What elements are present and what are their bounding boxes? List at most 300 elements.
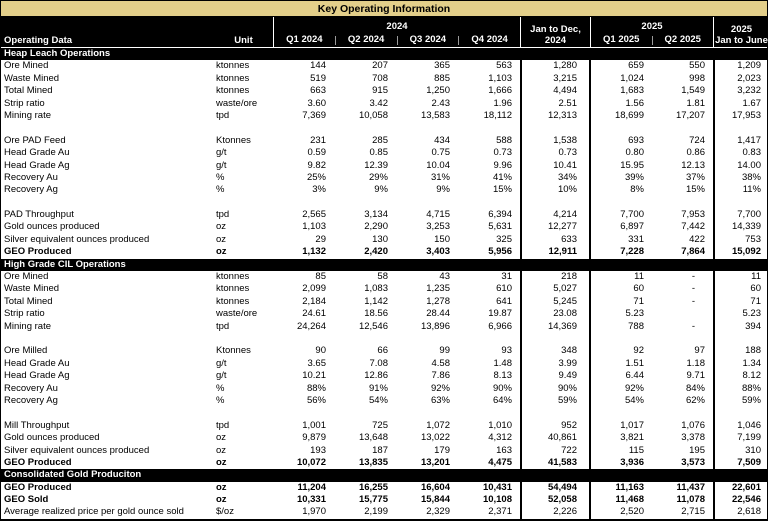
- cell-jan-to-june-2025: 11%: [713, 184, 768, 196]
- cell-q2-2025: -: [691, 271, 695, 283]
- cell-jan-to-dec-2024: 54,494: [520, 482, 591, 494]
- table-row: [1, 271, 767, 283]
- cell-q1-2024: 1,103: [302, 221, 326, 233]
- cell-q1-2025: [591, 333, 652, 345]
- cell-q3-2024: 2.43: [431, 97, 450, 109]
- cell-q4-2024: 41%: [492, 171, 512, 183]
- row-unit: ktonnes: [216, 60, 250, 72]
- unit-label: Unit: [234, 35, 253, 46]
- cell-jan-to-june-2025: 14.00: [713, 160, 768, 172]
- row-label: Silver equivalent ounces produced: [4, 444, 150, 456]
- row-unit: Ktonnes: [216, 345, 251, 357]
- cell-jan-to-dec-2024: 34%: [520, 172, 591, 184]
- row-label: Head Grade Au: [4, 357, 70, 369]
- column-group-2025: [591, 17, 713, 47]
- cell-q4-2024: [458, 122, 520, 134]
- cell-q2-2025: 62%: [685, 394, 705, 406]
- cell-q3-2024: 92%: [430, 382, 450, 394]
- cell-q1-2024: 9,879: [302, 432, 326, 444]
- cell-q1-2024: 1,001: [302, 419, 326, 431]
- cell-q2-2024: 54%: [368, 394, 388, 406]
- cell-q2-2025: -: [691, 320, 695, 332]
- cell-jan-to-june-2025: 22,546: [713, 494, 768, 506]
- row-unit: oz: [216, 233, 227, 245]
- cell-q1-2024: 56%: [306, 394, 326, 406]
- row-unit: %: [216, 394, 225, 406]
- cell-q3-2024: 13,583: [420, 109, 450, 121]
- cell-jan-to-june-2025: 5.23: [713, 308, 768, 320]
- row-unit: g/t: [216, 370, 227, 382]
- cell-q1-2025: 11,163: [615, 481, 644, 493]
- cell-q4-2024: [458, 333, 520, 345]
- cell-q1-2024: 1,970: [302, 506, 326, 518]
- cell-q3-2024: 0.75: [431, 147, 450, 159]
- cell-q1-2025: 18,699: [614, 109, 644, 121]
- cell-q1-2025: 1,024: [620, 72, 644, 84]
- table-row: [1, 345, 767, 357]
- cell-jan-to-june-2025: [713, 333, 768, 345]
- section-header: High Grade CIL Operations: [1, 259, 767, 271]
- cell-q2-2025: 11,078: [676, 494, 705, 506]
- cell-q4-2024: 1,010: [488, 419, 512, 431]
- row-unit: tpd: [216, 109, 230, 121]
- row-label: Waste Mined: [4, 72, 60, 84]
- cell-q2-2024: 285: [372, 134, 388, 146]
- table-row: [1, 283, 767, 295]
- cell-q3-2024: 16,604: [420, 481, 450, 493]
- cell-q2-2024: 187: [372, 444, 388, 456]
- row-label: [1, 333, 214, 345]
- cell-q4-2024: 1.96: [493, 97, 512, 109]
- cell-q3-2024: 150: [434, 233, 450, 245]
- cell-q1-2024: 144: [310, 60, 326, 72]
- table-row: [1, 420, 767, 432]
- cell-jan-to-june-2025: 14,339: [713, 221, 768, 233]
- cell-q1-2024: 10,331: [296, 494, 326, 506]
- table-row: [1, 358, 767, 370]
- cell-q2-2024: 725: [372, 419, 388, 431]
- cell-jan-to-june-2025: 7,509: [713, 457, 768, 469]
- cell-jan-to-dec-2024: 2.51: [520, 98, 591, 110]
- table-row: [1, 209, 767, 221]
- cell-q2-2024: 13,648: [358, 432, 388, 444]
- row-unit: g/t: [216, 159, 227, 171]
- cell-q2-2025: 17,207: [675, 109, 705, 121]
- row-label: GEO Sold: [4, 494, 49, 506]
- spacer-row: [1, 333, 767, 345]
- cell-q3-2024: [396, 197, 458, 209]
- cell-q2-2024: [334, 197, 396, 209]
- cell-q1-2025: 54%: [624, 394, 644, 406]
- cell-q2-2024: 7.08: [369, 357, 388, 369]
- row-label: Waste Mined: [4, 283, 60, 295]
- cell-q3-2024: 3,253: [426, 221, 450, 233]
- cell-q4-2024: 4,475: [488, 456, 512, 468]
- cell-q2-2024: 130: [372, 233, 388, 245]
- group-2024-label: 2024: [386, 21, 408, 32]
- cell-q2-2024: 12.86: [364, 370, 388, 382]
- cell-jan-to-dec-2024: 40,861: [520, 432, 591, 444]
- row-label: Ore PAD Feed: [4, 134, 66, 146]
- column-header-q4-2024: Q4 2024: [471, 34, 508, 45]
- cell-q1-2024: 29: [315, 233, 326, 245]
- table-row: [1, 296, 767, 308]
- cell-jan-to-dec-2024: [520, 197, 591, 209]
- column-header-jan-to-june-2025: [713, 17, 768, 47]
- row-unit: [214, 407, 273, 419]
- cell-q1-2024: 11,204: [297, 481, 326, 493]
- cell-q2-2024: 2,290: [364, 221, 388, 233]
- cell-jan-to-june-2025: 71: [713, 296, 768, 308]
- cell-q4-2024: 4,312: [488, 432, 512, 444]
- row-unit: [214, 197, 273, 209]
- cell-jan-to-dec-2024: 41,583: [520, 457, 591, 469]
- row-label: Head Grade Ag: [4, 370, 70, 382]
- cell-jan-to-dec-2024: 90%: [520, 383, 591, 395]
- row-label: Recovery Au: [4, 171, 58, 183]
- cell-q1-2024: 663: [310, 85, 326, 97]
- cell-q1-2025: 1.51: [625, 357, 644, 369]
- table-row: [1, 457, 767, 469]
- cell-q4-2024: 6,966: [488, 320, 512, 332]
- cell-q1-2024: 25%: [306, 171, 326, 183]
- cell-q3-2024: 4.58: [431, 357, 450, 369]
- cell-jan-to-june-2025: 1.34: [713, 358, 768, 370]
- row-label: Mining rate: [4, 320, 51, 332]
- cell-q2-2025: 11,437: [676, 481, 705, 493]
- cell-jan-to-june-2025: 2,023: [713, 73, 768, 85]
- cell-q4-2024: 19.87: [488, 308, 512, 320]
- cell-q2-2024: 12.39: [364, 159, 388, 171]
- row-unit: %: [216, 382, 225, 394]
- cell-q1-2025: 3,936: [620, 456, 644, 468]
- table-row: [1, 221, 767, 233]
- cell-q4-2024: 641: [496, 295, 512, 307]
- jan-to-june-line2: Jan to June: [715, 35, 768, 46]
- spacer-row: [1, 197, 767, 209]
- cell-q1-2025: 788: [628, 320, 644, 332]
- cell-q1-2025: 6,897: [620, 221, 644, 233]
- cell-q1-2024: 85: [315, 271, 326, 283]
- cell-jan-to-june-2025: 7,700: [713, 209, 768, 221]
- cell-q3-2024: 885: [434, 72, 450, 84]
- cell-q1-2024: 3%: [312, 184, 326, 196]
- cell-q1-2024: 193: [310, 444, 326, 456]
- column-header-jan-to-dec-2024: [520, 17, 591, 47]
- cell-q4-2024: 10,108: [482, 494, 512, 506]
- cell-q3-2024: 1,072: [426, 419, 450, 431]
- cell-q1-2025: 7,700: [620, 209, 644, 221]
- row-label: Recovery Au: [4, 382, 58, 394]
- cell-jan-to-dec-2024: 9.49: [520, 370, 591, 382]
- row-unit: $/oz: [216, 506, 234, 518]
- section-header: Consolidated Gold Produciton: [1, 469, 767, 481]
- cell-q4-2024: 8.13: [493, 370, 512, 382]
- cell-q4-2024: 563: [496, 60, 512, 72]
- row-label: [1, 197, 214, 209]
- table-row: [1, 147, 767, 159]
- cell-q4-2024: 10,431: [482, 481, 512, 493]
- table-row: [1, 110, 767, 122]
- cell-q2-2025: 550: [689, 60, 705, 72]
- quarter-headers-2024: [274, 33, 520, 47]
- cell-q4-2024: 9.96: [493, 159, 512, 171]
- cell-q2-2024: 58: [377, 271, 388, 283]
- cell-q3-2024: 9%: [436, 184, 450, 196]
- cell-q4-2024: 0.73: [493, 147, 512, 159]
- cell-jan-to-june-2025: 1,417: [713, 135, 768, 147]
- row-unit: ktonnes: [216, 283, 250, 295]
- row-label: Recovery Ag: [4, 184, 58, 196]
- cell-q1-2025: 7,228: [620, 246, 644, 258]
- row-label: Head Grade Ag: [4, 159, 70, 171]
- row-label: GEO Produced: [4, 456, 72, 468]
- cell-q4-2024: 6,394: [488, 209, 512, 221]
- row-label: Gold ounces produced: [4, 432, 100, 444]
- table-row: [1, 135, 767, 147]
- cell-q2-2024: [334, 407, 396, 419]
- row-unit: g/t: [216, 357, 227, 369]
- cell-q2-2024: 1,142: [364, 295, 388, 307]
- spacer-row: [1, 122, 767, 134]
- table-row: [1, 445, 767, 457]
- cell-q4-2024: [458, 197, 520, 209]
- operating-data-label: Operating Data: [4, 35, 73, 46]
- row-unit: g/t: [216, 147, 227, 159]
- cell-q3-2024: 434: [434, 134, 450, 146]
- column-group-2024: [273, 17, 520, 47]
- cell-jan-to-dec-2024: 12,277: [520, 221, 591, 233]
- cell-jan-to-dec-2024: 952: [520, 420, 591, 432]
- cell-q1-2025: 2,520: [620, 506, 644, 518]
- row-unit: oz: [216, 456, 227, 468]
- row-label: [1, 407, 214, 419]
- cell-jan-to-june-2025: 1.67: [713, 98, 768, 110]
- cell-jan-to-june-2025: [713, 407, 768, 419]
- cell-jan-to-june-2025: 0.83: [713, 147, 768, 159]
- cell-q4-2024: 5,631: [488, 221, 512, 233]
- cell-q1-2024: 1,132: [302, 246, 326, 258]
- table-row: [1, 184, 767, 196]
- table-row: [1, 172, 767, 184]
- cell-q1-2024: 519: [310, 72, 326, 84]
- cell-q4-2024: 588: [496, 134, 512, 146]
- cell-q4-2024: 93: [501, 345, 512, 357]
- cell-q2-2024: 3,134: [364, 209, 388, 221]
- cell-q4-2024: 5,956: [488, 246, 512, 258]
- cell-q3-2024: 7.86: [431, 370, 450, 382]
- table-header: [1, 17, 767, 48]
- row-unit: oz: [216, 444, 227, 456]
- cell-jan-to-dec-2024: 348: [520, 345, 591, 357]
- cell-jan-to-dec-2024: 52,058: [520, 494, 591, 506]
- cell-jan-to-dec-2024: 1,538: [520, 135, 591, 147]
- cell-q2-2025: [652, 407, 713, 419]
- table-row: [1, 308, 767, 320]
- cell-jan-to-dec-2024: 12,313: [520, 110, 591, 122]
- cell-jan-to-june-2025: 2,618: [713, 506, 768, 518]
- row-label: GEO Produced: [4, 246, 72, 258]
- table-row: [1, 160, 767, 172]
- cell-q1-2024: 2,099: [302, 283, 326, 295]
- table-row: [1, 234, 767, 246]
- cell-q3-2024: 4,715: [426, 209, 450, 221]
- row-unit: oz: [216, 481, 227, 493]
- cell-jan-to-june-2025: 8.12: [713, 370, 768, 382]
- cell-q2-2025: 1.81: [686, 97, 705, 109]
- cell-q3-2024: 10.04: [426, 159, 450, 171]
- cell-q2-2025: 422: [689, 233, 705, 245]
- table-body: [1, 48, 767, 519]
- cell-jan-to-dec-2024: 633: [520, 234, 591, 246]
- row-label: Head Grade Au: [4, 147, 70, 159]
- cell-jan-to-dec-2024: 2,226: [520, 506, 591, 518]
- cell-q4-2024: 163: [496, 444, 512, 456]
- cell-q1-2025: 115: [628, 444, 644, 456]
- cell-q1-2025: 0.80: [625, 147, 644, 159]
- column-header-q1-2024: Q1 2024: [286, 34, 323, 45]
- cell-jan-to-june-2025: [713, 122, 768, 134]
- row-unit: Ktonnes: [216, 134, 251, 146]
- cell-q2-2024: 2,199: [364, 506, 388, 518]
- row-label: Strip ratio: [4, 97, 45, 109]
- cell-jan-to-dec-2024: 218: [520, 271, 591, 283]
- cell-q4-2024: 1,103: [488, 72, 512, 84]
- row-label: Recovery Ag: [4, 394, 58, 406]
- cell-q3-2024: [396, 122, 458, 134]
- cell-jan-to-dec-2024: 722: [520, 445, 591, 457]
- cell-q3-2024: 15,844: [420, 494, 450, 506]
- cell-jan-to-june-2025: 11: [713, 271, 768, 283]
- cell-q4-2024: 31: [501, 271, 512, 283]
- cell-q1-2025: 11: [634, 271, 644, 283]
- cell-q1-2025: [591, 407, 652, 419]
- cell-q2-2025: 1.18: [686, 357, 705, 369]
- cell-q1-2025: [591, 122, 652, 134]
- cell-jan-to-june-2025: 38%: [713, 172, 768, 184]
- cell-q3-2024: 179: [434, 444, 450, 456]
- row-label: PAD Throughput: [4, 209, 74, 221]
- cell-q2-2025: 1,549: [681, 85, 705, 97]
- cell-q1-2024: 3.65: [307, 357, 326, 369]
- cell-q1-2025: 659: [628, 60, 644, 72]
- row-label: Total Mined: [4, 85, 53, 97]
- cell-jan-to-dec-2024: 4,494: [520, 85, 591, 97]
- cell-q3-2024: 13,022: [420, 432, 450, 444]
- cell-q2-2025: 1,076: [681, 419, 705, 431]
- cell-q4-2024: [458, 407, 520, 419]
- table-row: [1, 395, 767, 407]
- quarter-headers-2025: [591, 33, 713, 47]
- page-title: Key Operating Information: [1, 1, 767, 17]
- cell-q2-2025: -: [691, 283, 695, 295]
- cell-q2-2025: 12.13: [681, 159, 705, 171]
- cell-q1-2024: 10.21: [302, 370, 326, 382]
- cell-q3-2024: [396, 407, 458, 419]
- column-header-operating-data: [1, 17, 214, 47]
- cell-jan-to-dec-2024: 1,280: [520, 60, 591, 72]
- cell-q3-2024: 13,896: [420, 320, 450, 332]
- row-unit: tpd: [216, 320, 230, 332]
- cell-jan-to-june-2025: 1,046: [713, 420, 768, 432]
- cell-q1-2025: 71: [633, 295, 644, 307]
- row-unit: %: [216, 184, 225, 196]
- row-label: Average realized price per gold ounce sold: [4, 506, 184, 518]
- cell-jan-to-june-2025: 310: [713, 445, 768, 457]
- cell-q1-2025: 92%: [624, 382, 644, 394]
- cell-q2-2025: 724: [689, 134, 705, 146]
- cell-jan-to-dec-2024: 5,027: [520, 283, 591, 295]
- row-unit: oz: [216, 494, 227, 506]
- row-label: Ore Milled: [4, 345, 48, 357]
- cell-q4-2024: 2,371: [488, 506, 512, 518]
- cell-q4-2024: 325: [496, 233, 512, 245]
- cell-q2-2024: 12,546: [358, 320, 388, 332]
- cell-q1-2024: 0.59: [307, 147, 326, 159]
- cell-q2-2025: 195: [689, 444, 705, 456]
- row-unit: [214, 122, 273, 134]
- cell-q2-2024: 9%: [374, 184, 388, 196]
- cell-q2-2024: 2,420: [364, 246, 388, 258]
- row-label: Gold ounces produced: [4, 221, 100, 233]
- cell-jan-to-june-2025: 17,953: [713, 110, 768, 122]
- cell-jan-to-dec-2024: 4,214: [520, 209, 591, 221]
- table-row: [1, 383, 767, 395]
- cell-q1-2024: [273, 407, 334, 419]
- cell-q1-2024: [273, 122, 334, 134]
- cell-q2-2024: 0.85: [369, 147, 388, 159]
- row-label: Mining rate: [4, 109, 51, 121]
- cell-q3-2024: 3,403: [426, 246, 450, 258]
- cell-q4-2024: 18,112: [483, 109, 512, 121]
- cell-q3-2024: 43: [439, 271, 450, 283]
- table-row: [1, 482, 767, 494]
- cell-q1-2024: 24.61: [302, 308, 326, 320]
- cell-q2-2025: 15%: [685, 184, 705, 196]
- cell-q4-2024: 1,666: [488, 85, 512, 97]
- cell-q3-2024: 63%: [430, 394, 450, 406]
- cell-q2-2024: [334, 122, 396, 134]
- cell-q1-2025: 15.95: [620, 159, 644, 171]
- cell-q2-2025: 998: [689, 72, 705, 84]
- cell-q2-2025: 9.71: [686, 370, 705, 382]
- cell-q1-2025: 3,821: [620, 432, 644, 444]
- row-unit: %: [216, 171, 225, 183]
- cell-jan-to-dec-2024: 12,911: [520, 246, 591, 258]
- cell-jan-to-dec-2024: 0.73: [520, 147, 591, 159]
- row-unit: waste/ore: [216, 97, 258, 109]
- row-unit: ktonnes: [216, 295, 250, 307]
- column-header-q1-2025: Q1 2025: [603, 34, 640, 45]
- cell-q3-2024: 2,329: [426, 506, 450, 518]
- cell-q2-2025: 2,715: [681, 506, 705, 518]
- cell-q1-2025: 1.56: [625, 97, 644, 109]
- row-unit: tpd: [216, 209, 230, 221]
- column-header-q2-2024: Q2 2024: [347, 34, 385, 45]
- cell-q1-2025: 60: [633, 283, 644, 295]
- cell-q3-2024: [396, 333, 458, 345]
- cell-q2-2024: 10,058: [358, 109, 388, 121]
- cell-q2-2025: 3,573: [681, 456, 705, 468]
- cell-jan-to-june-2025: 1,209: [713, 60, 768, 72]
- cell-q1-2024: [273, 333, 334, 345]
- cell-jan-to-dec-2024: [520, 333, 591, 345]
- cell-q2-2025: 7,442: [681, 221, 705, 233]
- cell-q3-2024: 99: [439, 345, 450, 357]
- cell-q3-2024: 13,201: [420, 456, 450, 468]
- cell-q1-2024: 90: [315, 345, 326, 357]
- cell-q2-2024: 13,835: [358, 456, 388, 468]
